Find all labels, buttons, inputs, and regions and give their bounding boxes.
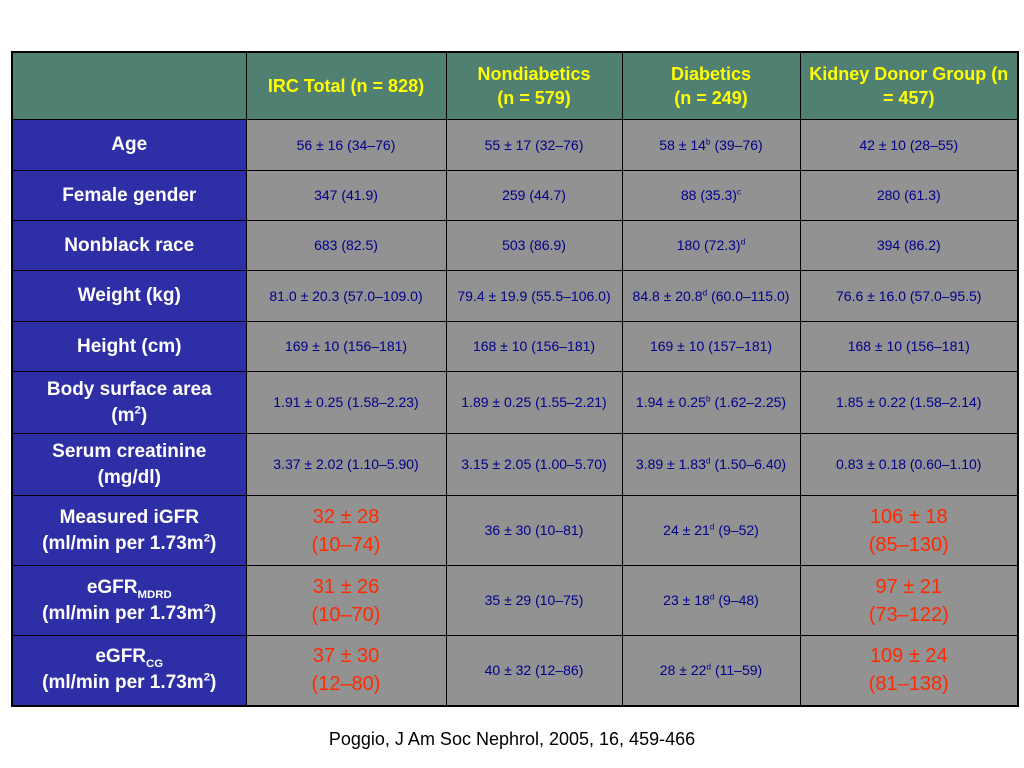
row-label-body-surface-area: Body surface area $(m^2)$ <box>12 372 246 434</box>
cell-creat-diabetics: 3.89 ± 1.83$^d$ (1.50–6.40) <box>622 434 800 496</box>
data-table <box>11 51 1019 707</box>
cell-igfr-diabetics: $24 \pm 21^d$ (9–52) <box>622 496 800 566</box>
table-row-measured-igfr <box>12 496 1018 566</box>
corner-cell <box>12 52 246 120</box>
row-label-female-gender: Female gender <box>12 171 246 221</box>
cell-creat-irc: 3.37 ± 2.02 (1.10–5.90) <box>246 434 446 496</box>
cell-mdrd-donor: 97 ± 21 (73–122) <box>800 566 1018 636</box>
cell-height-diabetics: 169 ± 10 (157–181) <box>622 322 800 372</box>
row-label-age: Age <box>12 120 246 171</box>
cell-cg-irc: 37 ± 30 (12–80) <box>246 636 446 706</box>
row-label-height: Height (cm) <box>12 322 246 372</box>
cell-height-donor: 168 ± 10 (156–181) <box>800 322 1018 372</box>
cell-weight-diabetics: 84.8 ± 20.8$^d$ (60.0–115.0) <box>622 271 800 322</box>
cell-igfr-nondiabetics: 36 ± 30 (10–81) <box>446 496 622 566</box>
cell-nonblack-diabetics: 180 $(72.3)^d$ <box>622 221 800 271</box>
cell-cg-donor: 109 ± 24 (81–138) <box>800 636 1018 706</box>
cell-cg-diabetics: $28 \pm 22^d$ (11–59) <box>622 636 800 706</box>
table-row-egfr-mdrd <box>12 566 1018 636</box>
cell-age-irc: 56 ± 16 (34–76) <box>246 120 446 171</box>
cell-mdrd-nondiabetics: 35 ± 29 (10–75) <box>446 566 622 636</box>
cell-nonblack-donor: 394 (86.2) <box>800 221 1018 271</box>
cell-mdrd-diabetics: $23 \pm 18^d$ (9–48) <box>622 566 800 636</box>
cell-nonblack-nondiabetics: 503 (86.9) <box>446 221 622 271</box>
table-row-body-surface-area <box>12 372 1018 434</box>
table-row-female-gender <box>12 171 1018 221</box>
cell-mdrd-irc: 31 ± 26 (10–70) <box>246 566 446 636</box>
cell-age-donor: 42 ± 10 (28–55) <box>800 120 1018 171</box>
cell-bsa-irc: 1.91 ± 0.25 (1.58–2.23) <box>246 372 446 434</box>
table-row-serum-creatinine <box>12 434 1018 496</box>
cell-bsa-nondiabetics: 1.89 ± 0.25 (1.55–2.21) <box>446 372 622 434</box>
row-label-serum-creatinine: Serum creatinine (mg/dl) <box>12 434 246 496</box>
cell-female-diabetics: 88 $(35.3)^c$ <box>622 171 800 221</box>
cell-nonblack-irc: 683 (82.5) <box>246 221 446 271</box>
cell-female-irc: 347 (41.9) <box>246 171 446 221</box>
table-row-age <box>12 120 1018 171</box>
source-citation: Poggio, J Am Soc Nephrol, 2005, 16, 459-466 <box>328 729 696 749</box>
col-header-nondiabetics: Nondiabetics (n = 579) <box>446 52 622 120</box>
cell-height-irc: 169 ± 10 (156–181) <box>246 322 446 372</box>
row-label-measured-igfr: Measured iGFR (ml/min per $1.73m^2$) <box>12 496 246 566</box>
cell-igfr-irc: 32 ± 28 (10–74) <box>246 496 446 566</box>
cell-bsa-diabetics: 1.94 ± 0.25$^b$ (1.62–2.25) <box>622 372 800 434</box>
cell-creat-donor: 0.83 ± 0.18 (0.60–1.10) <box>800 434 1018 496</box>
cell-female-nondiabetics: 259 (44.7) <box>446 171 622 221</box>
cell-weight-nondiabetics: 79.4 ± 19.9 (55.5–106.0) <box>446 271 622 322</box>
row-label-weight: Weight (kg) <box>12 271 246 322</box>
cell-igfr-donor: 106 ± 18 (85–130) <box>800 496 1018 566</box>
row-label-egfr-mdrd: eGFR$_{MDRD}$ (ml/min per $1.73m^2$) <box>12 566 246 636</box>
row-label-egfr-cg: eGFR$_{CG}$ (ml/min per $1.73m^2$) <box>12 636 246 706</box>
table-row-nonblack-race <box>12 221 1018 271</box>
table-row-weight <box>12 271 1018 322</box>
cell-height-nondiabetics: 168 ± 10 (156–181) <box>446 322 622 372</box>
cell-cg-nondiabetics: 40 ± 32 (12–86) <box>446 636 622 706</box>
cell-weight-irc: 81.0 ± 20.3 (57.0–109.0) <box>246 271 446 322</box>
cell-age-diabetics: $58 \pm 14^b$ (39–76) <box>622 120 800 171</box>
cell-bsa-donor: 1.85 ± 0.22 (1.58–2.14) <box>800 372 1018 434</box>
col-header-irc-total: IRC Total (n = 828) <box>246 52 446 120</box>
cell-age-nondiabetics: 55 ± 17 (32–76) <box>446 120 622 171</box>
table-row-egfr-cg <box>12 636 1018 706</box>
cell-creat-nondiabetics: 3.15 ± 2.05 (1.00–5.70) <box>446 434 622 496</box>
cell-weight-donor: 76.6 ± 16.0 (57.0–95.5) <box>800 271 1018 322</box>
header-row <box>12 52 1018 120</box>
col-header-diabetics: Diabetics (n = 249) <box>622 52 800 120</box>
table-row-height <box>12 322 1018 372</box>
col-header-kidney-donor: Kidney Donor Group (n = 457) <box>800 52 1018 120</box>
row-label-nonblack-race: Nonblack race <box>12 221 246 271</box>
cell-female-donor: 280 (61.3) <box>800 171 1018 221</box>
